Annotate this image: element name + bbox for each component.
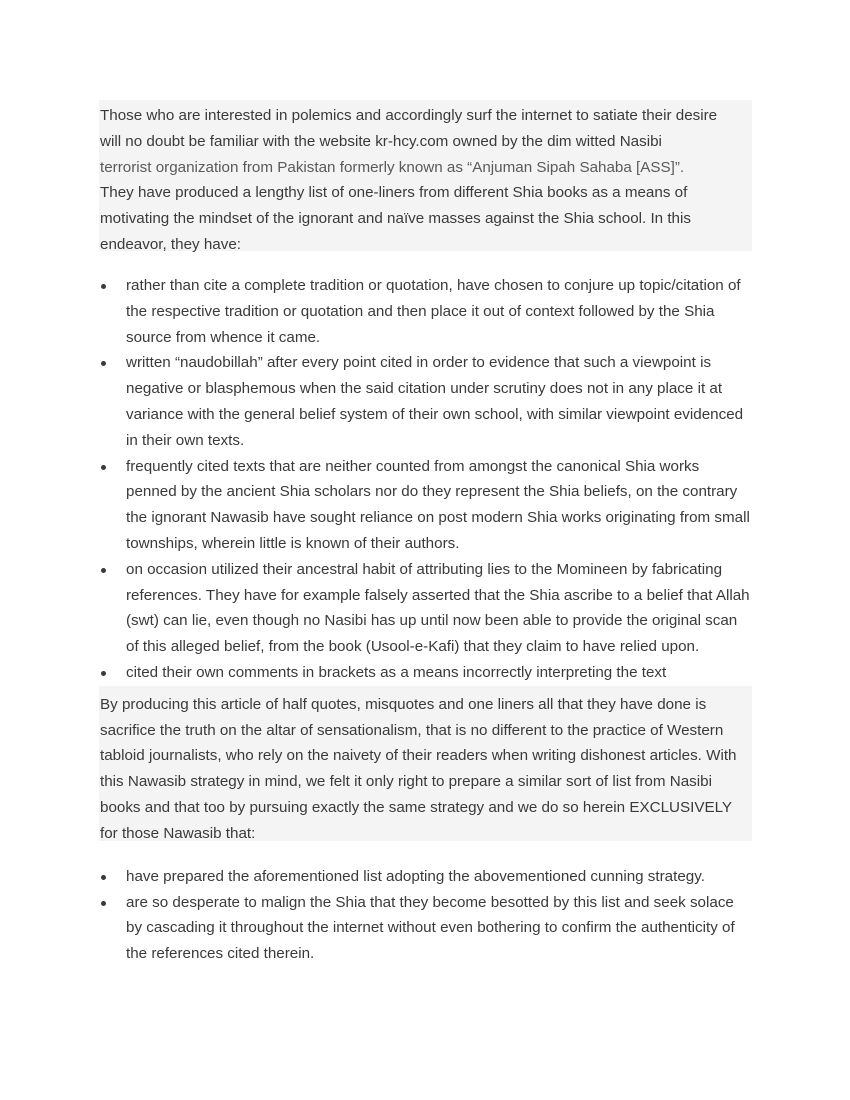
list-item [99,350,752,453]
bullet-icon [101,671,106,676]
middle-paragraph: By producing this article of half quotes, misquotes and one liners all that they have done is sacrifice the truth on the altar of sensationalism, that is no different to the practice of Western tabloid journalists, who rely on the naivety of their readers when writing dishonest articles. With this Nawasib strategy in mind, we felt it only right to prepare a similar sort of list from Nasibi books and that too by pursuing exactly the same strategy and we do so herein EXCLUSIVELY for those Nawasib that: [99,686,752,841]
list-item [99,557,752,660]
document-page [99,100,752,967]
list-item-text: frequently cited texts that are neither counted from amongst the canonical Shia works penned by the ancient Shia scholars nor do they represent the Shia beliefs, on the contrary the ignorant Nawasib have sought reliance on post modern Shia works originating from small townships, wherein little is known of their authors. [126,457,750,552]
intro-line-5: motivating the mindset of the ignorant and naïve masses against the Shia school. In this [100,210,691,228]
list-item [99,890,752,967]
list-item [99,273,752,350]
list-item-text: have prepared the aforementioned list adopting the abovementioned cunning strategy. [126,867,705,885]
bullet-icon [101,361,106,366]
list-item [99,864,752,890]
tactics-list [99,273,752,686]
list-item [99,660,752,686]
list-item-text: cited their own comments in brackets as a means incorrectly interpreting the text [126,663,667,681]
list-item-text: are so desperate to malign the Shia that they become besotted by this list and seek solace by cascading it throughout the internet without even bothering to confirm the authenticity of the references cited therein. [126,893,735,963]
bullet-icon [101,875,106,880]
target-list [99,864,752,967]
bullet-icon [101,284,106,289]
intro-line-6: endeavor, they have: [100,235,242,253]
intro-line-2: will no doubt be familiar with the website kr-hcy.com owned by the dim witted Nasibi [100,132,662,150]
bullet-icon [101,568,106,573]
list-item-text: written “naudobillah” after every point cited in order to evidence that such a viewpoint is negative or blasphemous when the said citation under scrutiny does not in any place it at variance with the general belief system of their own school, with similar viewpoint evidenced in their own texts. [126,354,744,449]
bullet-icon [101,901,106,906]
intro-line-3: terrorist organization from Pakistan formerly known as “Anjuman Sipah Sahaba [ASS]”. [100,158,685,176]
list-item-text: rather than cite a complete tradition or quotation, have chosen to conjure up topic/citation of the respective tradition or quotation and then place it out of context followed by the Shia source from whence it came. [126,277,741,346]
intro-paragraph [99,100,752,251]
list-item [99,454,752,557]
list-item-text: on occasion utilized their ancestral habit of attributing lies to the Momineen by fabricating references. They have for example falsely asserted that the Shia ascribe to a belief that Allah (swt) can lie, even though no Nasibi has up until now been able to provide the original scan of this alleged belief, from the book (Usool-e-Kafi) that they claim to have relied upon. [126,560,750,656]
intro-line-4: They have produced a lengthy list of one-liners from different Shia books as a means of [100,184,688,202]
intro-line-1: Those who are interested in polemics and accordingly surf the internet to satiate their desire [100,107,718,124]
bullet-icon [101,465,106,470]
